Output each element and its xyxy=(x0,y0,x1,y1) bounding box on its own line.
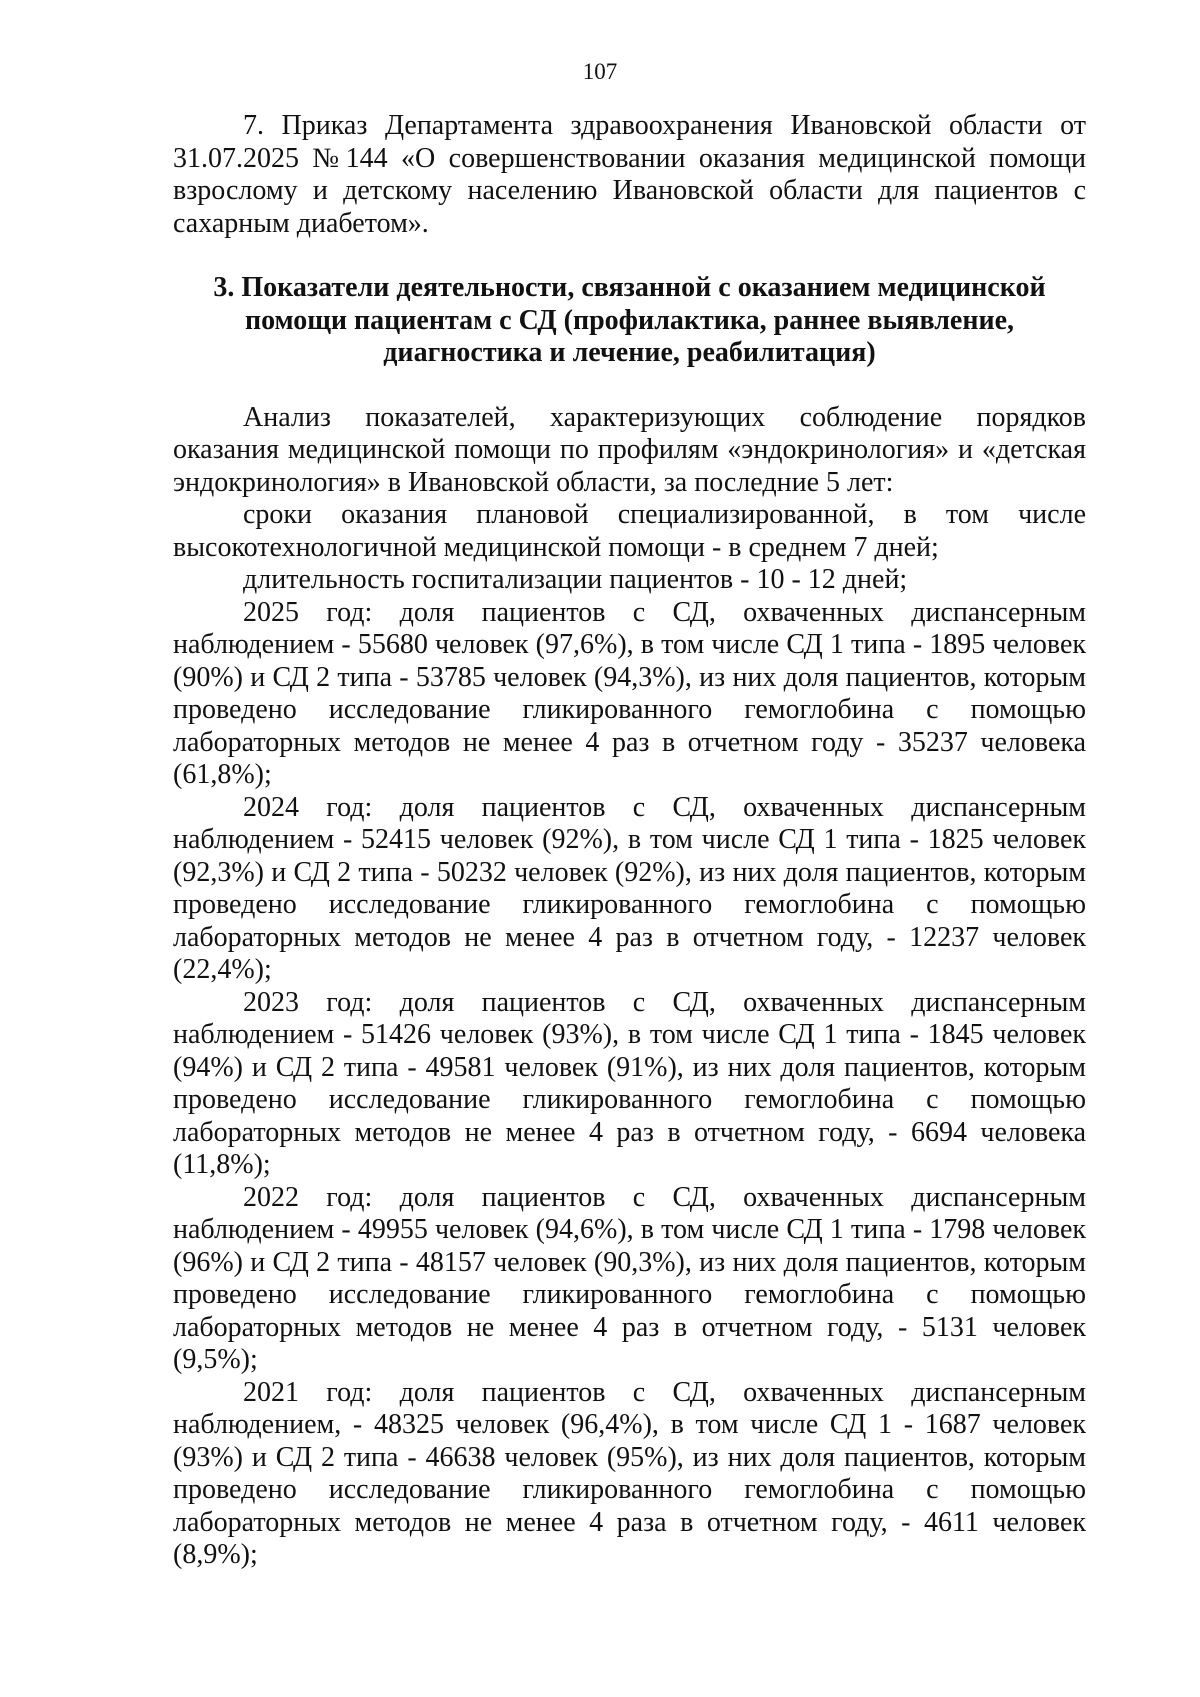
year-2022-paragraph: 2022 год: доля пациентов с СД, охваченных диспансерным наблюдением - 49955 человек (94,6%), в том числе СД 1 типа - 1798 человек (96%) и СД 2 типа - 48157 человек (90,3%), из них доля пациентов, которым проведено исследование гликированного гемоглобина с помощью лабораторных методов не менее 4 раз в отчетном году, - 5131 человек (9,5%); xyxy=(173,1181,1086,1375)
section-heading-line: диагностика и лечение, реабилитация) xyxy=(383,337,876,368)
year-2023-paragraph: 2023 год: доля пациентов с СД, охваченных диспансерным наблюдением - 51426 человек (93%), в том числе СД 1 типа - 1845 человек (94%) и СД 2 типа - 49581 человек (91%), из них доля пациентов, которым проведено исследование гликированного гемоглобина с помощью лабораторных методов не менее 4 раз в отчетном году, - 6694 человека (11,8%); xyxy=(173,986,1086,1180)
document-body xyxy=(173,110,1086,1572)
year-2024-paragraph: 2024 год: доля пациентов с СД, охваченных диспансерным наблюдением - 52415 человек (92%), в том числе СД 1 типа - 1825 человек (92,3%) и СД 2 типа - 50232 человек (92%), из них доля пациентов, которым проведено исследование гликированного гемоглобина с помощью лабораторных методов не менее 4 раз в отчетном году, - 12237 человек (22,4%); xyxy=(173,791,1086,985)
year-2025-paragraph: 2025 год: доля пациентов с СД, охваченных диспансерным наблюдением - 55680 человек (97,6%), в том числе СД 1 типа - 1895 человек (90%) и СД 2 типа - 53785 человек (94,3%), из них доля пациентов, которым проведено исследование гликированного гемоглобина с помощью лабораторных методов не менее 4 раз в отчетном году - 35237 человека (61,8%); xyxy=(173,596,1086,790)
section-heading-line: помощи пациентам с СД (профилактика, раннее выявление, xyxy=(244,304,1015,336)
analysis-intro-paragraph: Анализ показателей, характеризующих соблюдение порядков оказания медицинской помощи по профилям «эндокринология» и «детская эндокринология» в Ивановской области, за последние 5 лет: xyxy=(173,401,1086,498)
order-item-7: 7. Приказ Департамента здравоохранения Ивановской области от 31.07.2025 №144 «О совершенствовании оказания медицинской помощи взрослому и детскому населению Ивановской области для пациентов с сахарным диабетом». xyxy=(173,110,1086,239)
hospitalization-duration-paragraph: длительность госпитализации пациентов - 10 - 12 дней; xyxy=(243,564,908,595)
section-heading xyxy=(173,272,1086,370)
year-2021-paragraph: 2021 год: доля пациентов с СД, охваченных диспансерным наблюдением, - 48325 человек (96,4%), в том числе СД 1 - 1687 человек (93%) и СД 2 типа - 46638 человек (95%), из них доля пациентов, которым проведено исследование гликированного гемоглобина с помощью лабораторных методов не менее 4 раза в отчетном году, - 4611 человек (8,9%); xyxy=(173,1376,1086,1570)
care-timing-paragraph: сроки оказания плановой специализированной, в том числе высокотехнологичной медицинской помощи - в среднем 7 дней; xyxy=(173,499,1086,563)
section-heading-line: 3. Показатели деятельности, связанной с оказанием медицинской xyxy=(213,272,1046,303)
page-number: 107 xyxy=(582,59,618,84)
